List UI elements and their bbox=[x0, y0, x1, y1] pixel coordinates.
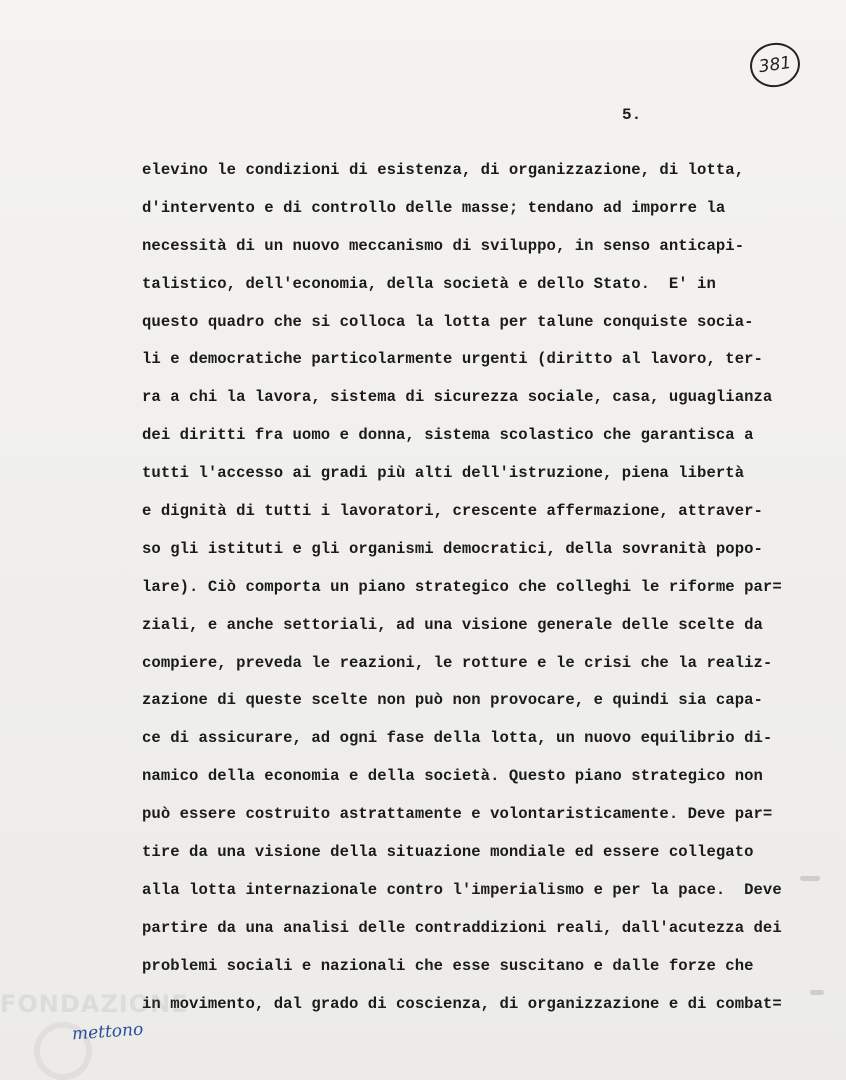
text-line: so gli istituti e gli organismi democratici, della sovranità popo- bbox=[142, 539, 763, 558]
text-line: problemi sociali e nazionali che esse suscitano e dalle forze che bbox=[142, 956, 754, 975]
text-line: e dignità di tutti i lavoratori, crescente affermazione, attraver- bbox=[142, 502, 763, 521]
text-line: dei diritti fra uomo e donna, sistema scolastico che garantisca a bbox=[142, 426, 754, 445]
text-line: namico della economia e della società. Questo piano strategico non bbox=[142, 767, 763, 786]
text-line: questo quadro che si colloca la lotta per talune conquiste socia- bbox=[142, 312, 754, 331]
watermark: FONDAZIONE bbox=[0, 990, 189, 1018]
stamp-number: 381 bbox=[757, 52, 793, 78]
text-line: tire da una visione della situazione mondiale ed essere collegato bbox=[142, 843, 754, 862]
text-line: necessità di un nuovo meccanismo di sviluppo, in senso anticapi- bbox=[142, 236, 745, 255]
text-line: può essere costruito astrattamente e volontaristicamente. Deve par= bbox=[142, 805, 773, 824]
text-line: ce di assicurare, ad ogni fase della lotta, un nuovo equilibrio di- bbox=[142, 729, 773, 748]
text-line: alla lotta internazionale contro l'imperialismo e per la pace. Deve bbox=[142, 880, 782, 899]
page-number: 5. bbox=[622, 106, 642, 124]
text-line: ziali, e anche settoriali, ad una visione generale delle scelte da bbox=[142, 615, 763, 634]
text-line: compiere, preveda le reazioni, le rotture e le crisi che la realiz- bbox=[142, 653, 773, 672]
ink-smudge bbox=[800, 876, 820, 881]
ink-smudge bbox=[810, 990, 824, 995]
text-line: partire da una analisi delle contraddizioni reali, dall'acutezza dei bbox=[142, 918, 782, 937]
text-line: d'intervento e di controllo delle masse; tendano ad imporre la bbox=[142, 198, 726, 217]
text-line: tutti l'accesso ai gradi più alti dell'istruzione, piena libertà bbox=[142, 464, 745, 483]
archive-number-stamp bbox=[748, 40, 802, 90]
text-line: ra a chi la lavora, sistema di sicurezza sociale, casa, uguaglianza bbox=[142, 388, 773, 407]
text-line: li e democratiche particolarmente urgenti (diritto al lavoro, ter- bbox=[142, 350, 763, 369]
typed-text-body bbox=[142, 157, 832, 1028]
text-line: elevino le condizioni di esistenza, di organizzazione, di lotta, bbox=[142, 161, 745, 179]
handwritten-margin-note: mettono bbox=[71, 1019, 144, 1045]
text-line: zazione di queste scelte non può non provocare, e quindi sia capa- bbox=[142, 691, 763, 710]
text-line: talistico, dell'economia, della società e dello Stato. E' in bbox=[142, 274, 716, 293]
text-line: in movimento, dal grado di coscienza, di organizzazione e di combat= bbox=[142, 994, 782, 1013]
text-line: lare). Ciò comporta un piano strategico che colleghi le riforme par= bbox=[142, 577, 782, 596]
